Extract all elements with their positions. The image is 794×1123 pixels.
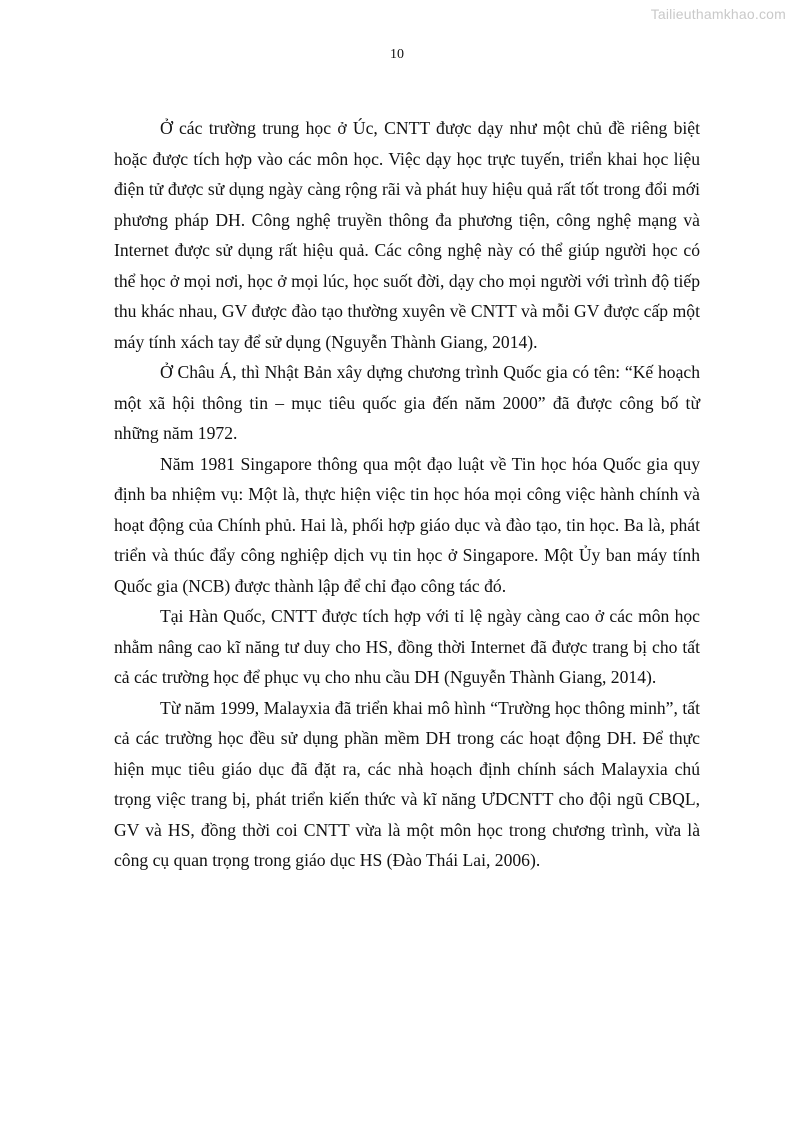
document-body [114, 113, 700, 876]
paragraph-malaysia: Từ năm 1999, Malayxia đã triển khai mô hình “Trường học thông minh”, tất cả các trường học đều sử dụng phần mềm DH trong các hoạt động DH. Để thực hiện mục tiêu giáo dục đã đặt ra, các nhà hoạch định chính sách Malayxia chú trọng việc trang bị, phát triển kiến thức và kĩ năng ƯDCNTT cho đội ngũ CBQL, GV và HS, đồng thời coi CNTT vừa là một môn học trong chương trình, vừa là công cụ quan trọng trong giáo dục HS (Đào Thái Lai, 2006). [114, 697, 700, 870]
paragraph-australia: Ở các trường trung học ở Úc, CNTT được dạy như một chủ đề riêng biệt hoặc được tích hợp vào các môn học. Việc dạy học trực tuyến, triển khai học liệu điện tử được sử dụng ngày càng rộng rãi và phát huy hiệu quả rất tốt trong đổi mới phương pháp DH. Công nghệ truyền thông đa phương tiện, công nghệ mạng và Internet được sử dụng rất hiệu quả. Các công nghệ này có thể giúp người học có thể học ở mọi nơi, học ở mọi lúc, học suốt đời, dạy cho mọi người với trình độ tiếp thu khác nhau, GV được đào tạo thường xuyên về CNTT và mỗi GV được cấp một máy tính xách tay để sử dụng (Nguyễn Thành Giang, 2014). [114, 118, 700, 352]
page-number: 10 [390, 47, 404, 62]
watermark-text: Tailieuthamkhao.com [650, 6, 786, 22]
paragraph-singapore: Năm 1981 Singapore thông qua một đạo luật về Tin học hóa Quốc gia quy định ba nhiệm vụ: Một là, thực hiện việc tin học hóa mọi công việc hành chính và hoạt động của Chính phủ. Hai là, phối hợp giáo dục và đào tạo, tin học. Ba là, phát triển và thúc đẩy công nghiệp dịch vụ tin học ở Singapore. Một Ủy ban máy tính Quốc gia (NCB) được thành lập để chỉ đạo công tác đó. [114, 453, 700, 596]
paragraph-korea: Tại Hàn Quốc, CNTT được tích hợp với tỉ lệ ngày càng cao ở các môn học nhằm nâng cao kĩ năng tư duy cho HS, đồng thời Internet đã được trang bị cho tất cả các trường học để phục vụ cho nhu cầu DH (Nguyễn Thành Giang, 2014). [114, 606, 700, 687]
paragraph-japan: Ở Châu Á, thì Nhật Bản xây dựng chương trình Quốc gia có tên: “Kế hoạch một xã hội thông tin – mục tiêu quốc gia đến năm 2000” đã được công bố từ những năm 1972. [114, 362, 700, 443]
